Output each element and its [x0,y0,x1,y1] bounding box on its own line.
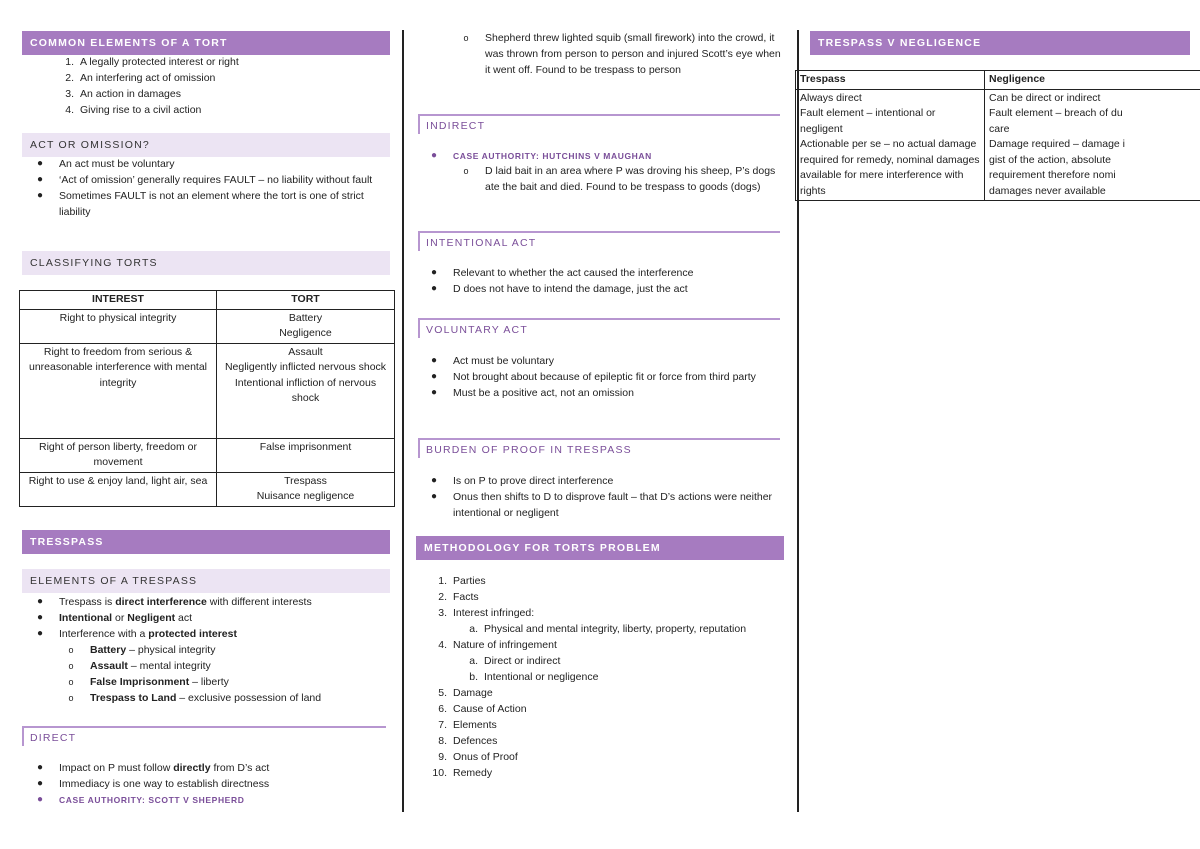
direct-header: DIRECT [22,726,386,746]
list-item: 5. Damage [438,687,493,699]
list-item: 3. An action in damages [65,88,181,100]
list-item: ● CASE AUTHORITY: SCOTT V SHEPHERD [36,794,245,805]
table-row [20,472,395,506]
elements-trespass-header: ELEMENTS OF A TRESPASS [22,569,390,593]
tort-cell: Trespass Nuisance negligence [217,472,395,506]
th-negligence: Negligence [985,71,1200,90]
common-elements-list [65,54,380,118]
interest-cell: Right of person liberty, freedom or movement [20,438,217,472]
list-item: o False Imprisonment – liberty [68,676,229,688]
list-item: ● Act must be voluntary [430,355,554,367]
list-item: 1. Parties [438,575,486,587]
interest-cell: Right to physical integrity [20,309,217,343]
sub-list [469,621,773,637]
tort-cell: False imprisonment [217,438,395,472]
act-omission-header: ACT OR OMISSION? [22,133,390,157]
list-item: b. Intentional or negligence [469,671,599,683]
list-item: ● Onus then shifts to D to disprove fault – that D’s actions were neither intentional or negligent [430,491,773,519]
list-item: o Battery – physical integrity [68,644,216,656]
trespass-v-negligence-header: TRESPASS V NEGLIGENCE [810,31,1190,55]
list-item: ● Not brought about because of epileptic fit or force from third party [430,371,756,383]
list-item: ● Sometimes FAULT is not an element where the tort is one of strict liability [36,190,364,218]
list-item: 7. Elements [438,719,497,731]
list-item: ● Must be a positive act, not an omission [430,387,634,399]
indirect-list [430,148,783,164]
list-item: 9. Onus of Proof [438,751,518,763]
voluntary-act-list [430,353,783,401]
case-authority-hutchins: CASE AUTHORITY: HUTCHINS V MAUGHAN [453,151,652,161]
list-item: ● Trespass is direct interference with different interests [36,596,312,608]
indirect-header: INDIRECT [418,114,780,134]
table-row [20,343,395,438]
tort-cell: Battery Negligence [217,309,395,343]
common-elements-header: COMMON ELEMENTS OF A TORT [22,31,390,55]
interest-cell: Right to freedom from serious & unreasonable interference with mental integrity [20,343,217,438]
comparison-table-wrap [795,70,1200,201]
direct-list [36,760,389,808]
tort-cell: Assault Negligently inflicted nervous shock Intentional infliction of nervous shock [217,343,395,438]
list-item: 3. Interest infringed: a. Physical and mental integrity, liberty, property, reputation [453,605,773,637]
burden-proof-header: BURDEN OF PROOF IN TRESPASS [418,438,780,458]
list-item: ● Relevant to whether the act caused the interference [430,267,694,279]
th-trespass: Trespass [796,71,985,90]
list-item: a. Direct or indirect [469,655,561,667]
list-item: ● Is on P to prove direct interference [430,475,614,487]
table-row [796,89,1200,201]
list-item: o D laid bait in an area where P was droving his sheep, P’s dogs ate the bait and died. Found to be trespass to goods (dogs) [463,165,776,193]
table-row [20,309,395,343]
classifying-header: CLASSIFYING TORTS [22,251,390,275]
interest-cell: Right to use & enjoy land, light air, sea [20,472,217,506]
list-item: 10. Remedy [432,767,493,779]
negligence-cell: Can be direct or indirect Fault element – breach of du care Damage required – damage i gist of the action, absolute requirement therefore nomi damages never available [985,89,1200,201]
list-item: ● ‘Act of omission’ generally requires FAULT – no liability without fault [36,174,373,186]
methodology-list [432,573,773,781]
list-item: ● Immediacy is one way to establish directness [36,778,270,790]
list-item: ● Interference with a protected interest [36,628,237,640]
hutchins-case-detail [463,163,781,195]
classifying-table [19,290,395,507]
intentional-act-header: INTENTIONAL ACT [418,231,780,251]
list-item: 2. Facts [438,591,479,603]
elements-trespass-list [36,594,389,642]
list-item: ● Impact on P must follow directly from D’s act [36,762,270,774]
list-item: 8. Defences [438,735,498,747]
act-omission-list [36,156,379,220]
list-item: ● Intentional or Negligent act [36,612,193,624]
column-divider-left [402,30,404,812]
scott-case-detail [463,30,781,78]
th-tort: TORT [217,291,395,310]
list-item: ● D does not have to intend the damage, just the act [430,283,688,295]
list-item: ● An act must be voluntary [36,158,175,170]
list-item: 2. An interfering act of omission [65,72,216,84]
burden-proof-list [430,473,783,521]
list-item: o Assault – mental integrity [68,660,211,672]
list-item: o Trespass to Land – exclusive possession of land [68,692,322,704]
voluntary-act-header: VOLUNTARY ACT [418,318,780,338]
methodology-header: METHODOLOGY FOR TORTS PROBLEM [416,536,784,560]
list-item: 4. Nature of infringement a. Direct or indirect b. Intentional or negligence [453,637,773,685]
case-authority-scott: CASE AUTHORITY: SCOTT V SHEPHERD [59,795,245,805]
list-item: a. Physical and mental integrity, liberty, property, reputation [469,623,747,635]
trespass-header: TRESSPASS [22,530,390,554]
interest-sublist [68,642,390,706]
comparison-table [795,70,1200,201]
trespass-cell: Always direct Fault element – intentional or negligent Actionable per se – no actual damage required for remedy, nominal damages available for mere interference with rights [796,89,985,201]
list-item: 1. A legally protected interest or right [65,56,239,68]
th-interest: INTEREST [20,291,217,310]
table-row [20,438,395,472]
intentional-act-list [430,265,783,297]
list-item: o Shepherd threw lighted squib (small firework) into the crowd, it was thrown from person to person and injured Scott’s eye when it went off. Found to be trespass to person [463,32,781,76]
list-item: ● CASE AUTHORITY: HUTCHINS V MAUGHAN [430,150,652,161]
list-item: 6. Cause of Action [438,703,527,715]
list-item: 4. Giving rise to a civil action [65,104,202,116]
